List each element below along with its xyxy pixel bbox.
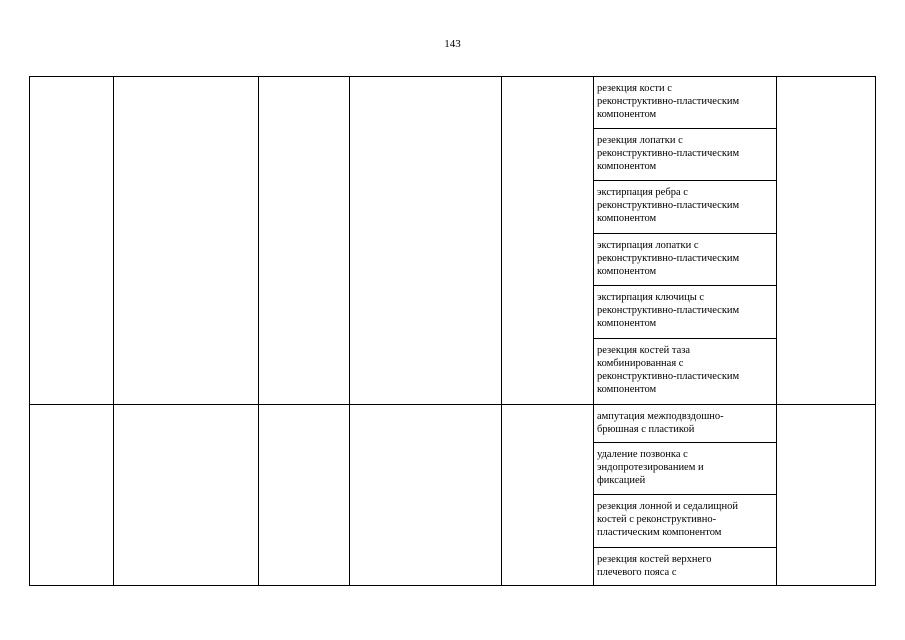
column-divider [776, 76, 777, 586]
procedure-cell [593, 285, 770, 338]
procedure-cell [593, 128, 770, 180]
procedure-text-line: компонентом [597, 213, 657, 224]
procedure-cell [593, 76, 770, 128]
procedure-cell [593, 442, 770, 494]
procedure-text-line: резекция костей таза [597, 345, 691, 356]
procedure-cell [593, 180, 770, 233]
procedure-cell [593, 338, 770, 404]
procedure-cell [593, 404, 770, 442]
procedure-text-line: резекция кости с [597, 83, 672, 94]
procedure-text-line: комбинированная с [597, 358, 684, 369]
procedure-text-line: пластическим компонентом [597, 527, 722, 538]
procedure-text-line: компонентом [597, 318, 657, 329]
procedure-text-line: реконструктивно-пластическим [597, 253, 740, 264]
column-divider [258, 76, 259, 586]
procedure-text-line: реконструктивно-пластическим [597, 371, 740, 382]
procedure-text-line: компонентом [597, 109, 657, 120]
procedure-text-line: ампутация межподвздошно- [597, 411, 724, 422]
procedure-text-line: плечевого пояса с [597, 567, 677, 578]
procedure-text-line: реконструктивно-пластическим [597, 200, 740, 211]
procedure-cell [593, 547, 770, 585]
page-number: 143 [444, 38, 461, 50]
procedure-cell [593, 494, 770, 547]
procedure-text-line: резекция лонной и седалищной [597, 501, 738, 512]
procedure-text-line: экстирпация ребра с [597, 187, 688, 198]
procedure-text-line: реконструктивно-пластическим [597, 148, 740, 159]
column-divider [113, 76, 114, 586]
procedure-text-line: компонентом [597, 266, 657, 277]
procedure-text-line: экстирпация лопатки с [597, 240, 699, 251]
table-right-border [875, 76, 876, 586]
procedure-text-line: экстирпация ключицы с [597, 292, 705, 303]
procedures-table [29, 76, 876, 586]
table-bottom-border [29, 585, 876, 586]
procedure-text-line: костей с реконструктивно- [597, 514, 717, 525]
procedure-text-line: фиксацией [597, 475, 646, 486]
procedure-cell [593, 233, 770, 285]
table-left-border [29, 76, 30, 586]
column-divider [349, 76, 350, 586]
procedure-text-line: компонентом [597, 384, 657, 395]
column-divider [501, 76, 502, 586]
procedure-text-line: резекция костей верхнего [597, 554, 712, 565]
procedure-text-line: резекция лопатки с [597, 135, 683, 146]
procedure-text-line: компонентом [597, 161, 657, 172]
procedure-text-line: реконструктивно-пластическим [597, 305, 740, 316]
procedure-text-line: брюшная с пластикой [597, 424, 695, 435]
procedure-text-line: удаление позвонка с [597, 449, 688, 460]
procedure-text-line: эндопротезированием и [597, 462, 704, 473]
procedure-text-line: реконструктивно-пластическим [597, 96, 740, 107]
